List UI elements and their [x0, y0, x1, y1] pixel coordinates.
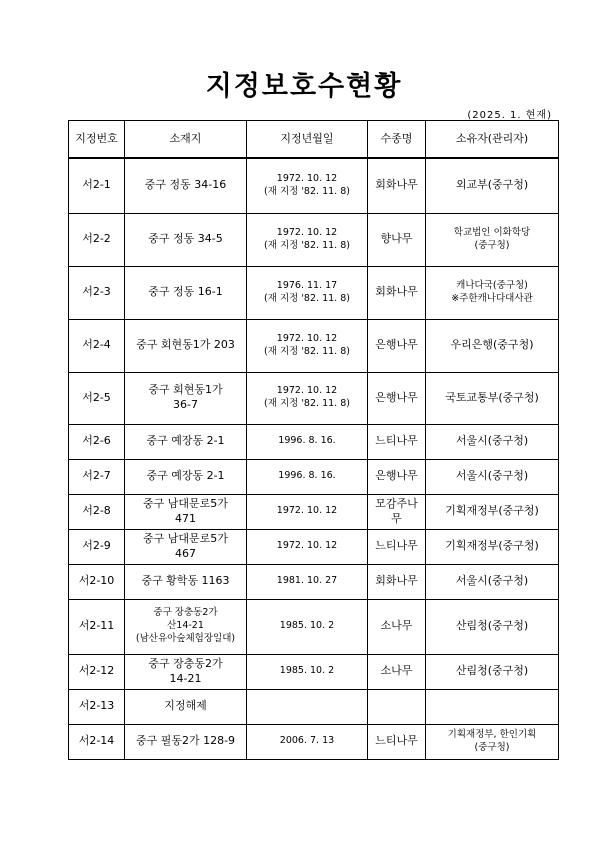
- cell-line: 산림청(중구청): [455, 664, 529, 678]
- cell-owner: [426, 724, 559, 759]
- cell-line: 중구 정동 34-16: [144, 178, 227, 192]
- table-row: [69, 599, 559, 654]
- cell-owner: [426, 654, 559, 689]
- cell-designation-no: 서2-10: [69, 564, 125, 599]
- cell-location: [125, 599, 247, 654]
- cell-line: 기획재정부(중구청): [445, 504, 539, 518]
- cell-line: 은행나무: [375, 469, 418, 483]
- cell-location: [125, 689, 247, 724]
- table-row: [69, 213, 559, 266]
- cell-line: 학교법인 이화학당: [453, 226, 531, 238]
- cell-line: ※주한캐나다대사관: [451, 292, 533, 304]
- table-row: [69, 424, 559, 459]
- header-location: 소재지: [125, 121, 247, 159]
- cell-designation-no: 서2-3: [69, 266, 125, 319]
- cell-line: 중구 정동 16-1: [148, 285, 223, 299]
- table-header-row: [69, 121, 559, 159]
- cell-species: [368, 459, 426, 494]
- cell-line: (남산유아숲체험장일대): [135, 632, 236, 644]
- cell-designation-date: [247, 564, 368, 599]
- cell-location: [125, 213, 247, 266]
- cell-designation-date: [247, 319, 368, 372]
- cell-line: 소나무: [380, 664, 413, 678]
- cell-designation-date: [247, 459, 368, 494]
- cell-location: [125, 494, 247, 529]
- cell-line: (재 지정 '82. 11. 8): [264, 239, 350, 251]
- header-owner: 소유자(관리자): [426, 121, 559, 159]
- cell-line: 은행나무: [375, 338, 418, 352]
- cell-line: (재 지정 '82. 11. 8): [264, 345, 350, 357]
- cell-owner: [426, 529, 559, 564]
- cell-line: 1976. 11. 17: [276, 279, 338, 291]
- cell-owner: [426, 213, 559, 266]
- cell-line: 1972. 10. 12: [276, 385, 338, 397]
- cell-line: 1972. 10. 12: [276, 540, 338, 552]
- cell-location: [125, 158, 247, 213]
- table-row: [69, 319, 559, 372]
- cell-line: 느티나무: [375, 734, 418, 748]
- cell-line: (재 지정 '82. 11. 8): [264, 398, 350, 409]
- cell-location: [125, 424, 247, 459]
- cell-location: [125, 372, 247, 424]
- table-row: [69, 158, 559, 213]
- cell-location: [125, 266, 247, 319]
- cell-line: 산14-21: [167, 620, 204, 632]
- cell-line: 소나무: [380, 619, 413, 633]
- cell-species: [368, 266, 426, 319]
- cell-designation-date: [247, 158, 368, 213]
- cell-designation-no: 서2-1: [69, 158, 125, 213]
- header-species: 수종명: [368, 121, 426, 159]
- cell-species: [368, 213, 426, 266]
- cell-line: (중구청): [474, 741, 510, 753]
- table-row: [69, 564, 559, 599]
- table-row: [69, 494, 559, 529]
- cell-line: 중구 예장동 2-1: [146, 469, 225, 483]
- cell-designation-no: 서2-2: [69, 213, 125, 266]
- cell-designation-no: 서2-4: [69, 319, 125, 372]
- cell-location: [125, 459, 247, 494]
- cell-line: 캐나다국(중구청): [456, 279, 528, 291]
- cell-line: 467: [175, 546, 196, 560]
- cell-line: 1981. 10. 27: [276, 575, 338, 587]
- protected-tree-table: [68, 120, 559, 760]
- cell-designation-no: 서2-6: [69, 424, 125, 459]
- cell-line: 1985. 10. 2: [279, 620, 335, 632]
- cell-line: 1996. 8. 16.: [278, 435, 336, 447]
- cell-owner: [426, 564, 559, 599]
- cell-species: [368, 599, 426, 654]
- table-row: [69, 459, 559, 494]
- table-row: [69, 654, 559, 689]
- cell-owner: [426, 689, 559, 724]
- table-row: [69, 372, 559, 424]
- cell-line: 471: [175, 511, 196, 525]
- cell-line: 중구 필동2가 128-9: [135, 734, 236, 748]
- cell-line: 2006. 7. 13: [279, 735, 335, 747]
- cell-designation-no: 서2-8: [69, 494, 125, 529]
- cell-designation-date: [247, 654, 368, 689]
- cell-species: [368, 494, 426, 529]
- cell-designation-no: 서2-9: [69, 529, 125, 564]
- page-title: 지정보호수현황: [205, 71, 403, 102]
- cell-line: (재 지정 '82. 11. 8): [264, 292, 350, 304]
- table-row: [69, 529, 559, 564]
- cell-owner: [426, 319, 559, 372]
- as-of-date: (2025. 1. 현재): [467, 110, 552, 121]
- cell-line: 중구 장충동2가: [148, 656, 223, 670]
- cell-line: 모감주나: [375, 496, 418, 510]
- cell-species: [368, 158, 426, 213]
- header-designation-date: 지정년월일: [247, 121, 368, 159]
- cell-species: [368, 724, 426, 759]
- cell-line: 중구 예장동 2-1: [146, 434, 225, 448]
- cell-line: (중구청): [474, 239, 510, 251]
- cell-line: 느티나무: [375, 434, 418, 448]
- cell-designation-date: [247, 372, 368, 424]
- cell-designation-date: [247, 266, 368, 319]
- cell-location: [125, 564, 247, 599]
- cell-line: 외교부(중구청): [455, 178, 529, 192]
- cell-line: 중구 회현동1가 203: [136, 338, 235, 352]
- cell-line: 회화나무: [375, 285, 418, 299]
- cell-location: [125, 654, 247, 689]
- cell-owner: [426, 372, 559, 424]
- cell-designation-no: 서2-11: [69, 599, 125, 654]
- cell-line: 14-21: [169, 671, 202, 685]
- cell-line: 무: [391, 511, 402, 525]
- cell-owner: [426, 599, 559, 654]
- cell-owner: [426, 459, 559, 494]
- cell-line: 향나무: [380, 232, 413, 246]
- cell-location: [125, 319, 247, 372]
- cell-line: 중구 정동 34-5: [148, 232, 223, 246]
- cell-designation-no: 서2-7: [69, 459, 125, 494]
- cell-line: 기획재정부, 한인기획: [447, 728, 537, 740]
- cell-line: 느티나무: [375, 539, 418, 553]
- cell-species: [368, 689, 426, 724]
- cell-species: [368, 564, 426, 599]
- cell-designation-no: 서2-5: [69, 372, 125, 424]
- cell-designation-date: [247, 494, 368, 529]
- cell-line: 회화나무: [375, 574, 418, 588]
- cell-line: 1972. 10. 12: [276, 332, 338, 344]
- cell-line: 1996. 8. 16.: [278, 470, 336, 482]
- cell-species: [368, 654, 426, 689]
- cell-designation-date: [247, 724, 368, 759]
- cell-designation-no: 서2-13: [69, 689, 125, 724]
- cell-line: 중구 황학동 1163: [141, 574, 230, 588]
- cell-species: [368, 319, 426, 372]
- cell-designation-no: 서2-12: [69, 654, 125, 689]
- table-row: [69, 266, 559, 319]
- cell-designation-no: 서2-14: [69, 724, 125, 759]
- cell-species: [368, 424, 426, 459]
- table-row: [69, 689, 559, 724]
- cell-designation-date: [247, 424, 368, 459]
- cell-line: 지정해제: [164, 699, 207, 713]
- cell-line: 은행나무: [375, 390, 418, 404]
- cell-owner: [426, 266, 559, 319]
- cell-line: 1972. 10. 12: [276, 226, 338, 238]
- header-designation-no: 지정번호: [69, 121, 125, 159]
- cell-owner: [426, 494, 559, 529]
- cell-designation-date: [247, 213, 368, 266]
- cell-designation-date: [247, 599, 368, 654]
- cell-line: 중구 장충동2가: [153, 607, 218, 619]
- cell-line: 1972. 10. 12: [276, 172, 338, 184]
- cell-owner: [426, 424, 559, 459]
- cell-location: [125, 724, 247, 759]
- cell-line: 기획재정부(중구청): [445, 539, 539, 553]
- cell-line: 중구 남대문로5가: [143, 496, 228, 510]
- cell-line: 서울시(중구청): [455, 469, 529, 483]
- cell-location: [125, 529, 247, 564]
- cell-species: [368, 372, 426, 424]
- cell-line: 산림청(중구청): [455, 619, 529, 633]
- cell-line: 중구 회현동1가: [148, 383, 223, 397]
- cell-line: 서울시(중구청): [455, 574, 529, 588]
- cell-line: 국토교통부(중구청): [445, 390, 539, 404]
- cell-line: 1972. 10. 12: [276, 505, 338, 517]
- table-body: [69, 158, 559, 759]
- cell-line: 서울시(중구청): [455, 434, 529, 448]
- cell-designation-date: [247, 529, 368, 564]
- cell-line: 1985. 10. 2: [279, 665, 335, 677]
- cell-line: 중구 남대문로5가: [143, 531, 228, 545]
- cell-species: [368, 529, 426, 564]
- table-row: [69, 724, 559, 759]
- cell-designation-date: [247, 689, 368, 724]
- cell-line: 36-7: [173, 398, 198, 411]
- cell-owner: [426, 158, 559, 213]
- cell-line: 우리은행(중구청): [450, 338, 534, 352]
- cell-line: (재 지정 '82. 11. 8): [264, 185, 350, 197]
- cell-line: 회화나무: [375, 178, 418, 192]
